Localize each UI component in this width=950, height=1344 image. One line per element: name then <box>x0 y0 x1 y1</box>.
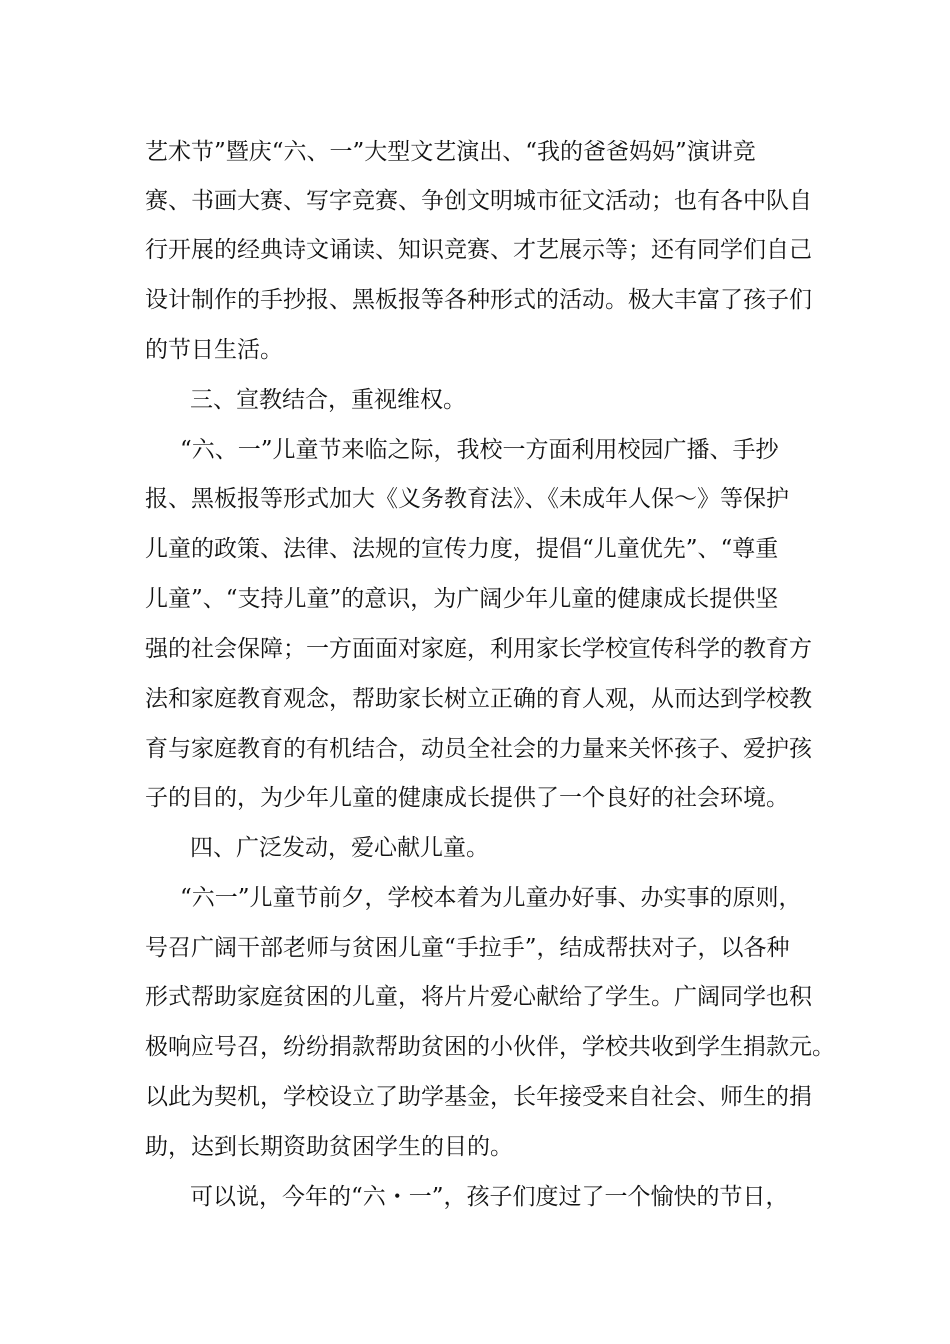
text-line: 儿童”、“支持儿童”的意识，为广阔少年儿童的健康成长提供坚 <box>145 586 779 612</box>
text-line: “六、一”儿童节来临之际，我校一方面利用校园广播、手抄 <box>180 437 779 463</box>
text-line: 助，达到长期资助贫困学生的目的。 <box>145 1134 513 1160</box>
text-line: 艺术节”暨庆“六、一”大型文艺演出、“我的爸爸妈妈”演讲竞 <box>145 139 756 165</box>
section-heading-4: 四、广泛发动，爱心献儿童。 <box>190 835 489 861</box>
text-line: 育与家庭教育的有机结合，动员全社会的力量来关怀孩子、爱护孩 <box>145 736 812 762</box>
text-line: 行开展的经典诗文诵读、知识竞赛、才艺展示等；还有同学们自己 <box>145 237 812 263</box>
text-line: 极响应号召，纷纷捐款帮助贫困的小伙伴，学校共收到学生捐款元。 <box>145 1034 835 1060</box>
text-line: 子的目的，为少年儿童的健康成长提供了一个良好的社会环境。 <box>145 785 789 811</box>
text-line: 形式帮助家庭贫困的儿童，将片片爱心献给了学生。广阔同学也积 <box>145 984 812 1010</box>
text-line: 法和家庭教育观念，帮助家长树立正确的育人观，从而达到学校教 <box>145 686 812 712</box>
text-line: 的节日生活。 <box>145 337 283 363</box>
text-line: 以此为契机，学校设立了助学基金，长年接受来自社会、师生的捐 <box>145 1084 812 1110</box>
text-line: 报、黑板报等形式加大《义务教育法》、《未成年人保～》等保护 <box>145 486 789 512</box>
text-line: “六一”儿童节前夕，学校本着为儿童办好事、办实事的原则， <box>180 885 802 911</box>
text-line: 赛、书画大赛、写字竞赛、争创文明城市征文活动；也有各中队自 <box>145 188 812 214</box>
section-heading-3: 三、宣教结合，重视维权。 <box>190 387 466 413</box>
text-line: 设计制作的手抄报、黑板报等各种形式的活动。极大丰富了孩子们 <box>145 287 812 313</box>
text-line: 号召广阔干部老师与贫困儿童“手拉手”，结成帮扶对子，以各种 <box>145 935 790 961</box>
text-line: 儿童的政策、法律、法规的宣传力度，提倡“儿童优先”、“尊重 <box>145 536 779 562</box>
text-line: 强的社会保障；一方面面对家庭，利用家长学校宣传科学的教育方 <box>145 636 812 662</box>
text-line: 可以说，今年的“六・一”，孩子们度过了一个愉快的节日， <box>190 1184 789 1210</box>
